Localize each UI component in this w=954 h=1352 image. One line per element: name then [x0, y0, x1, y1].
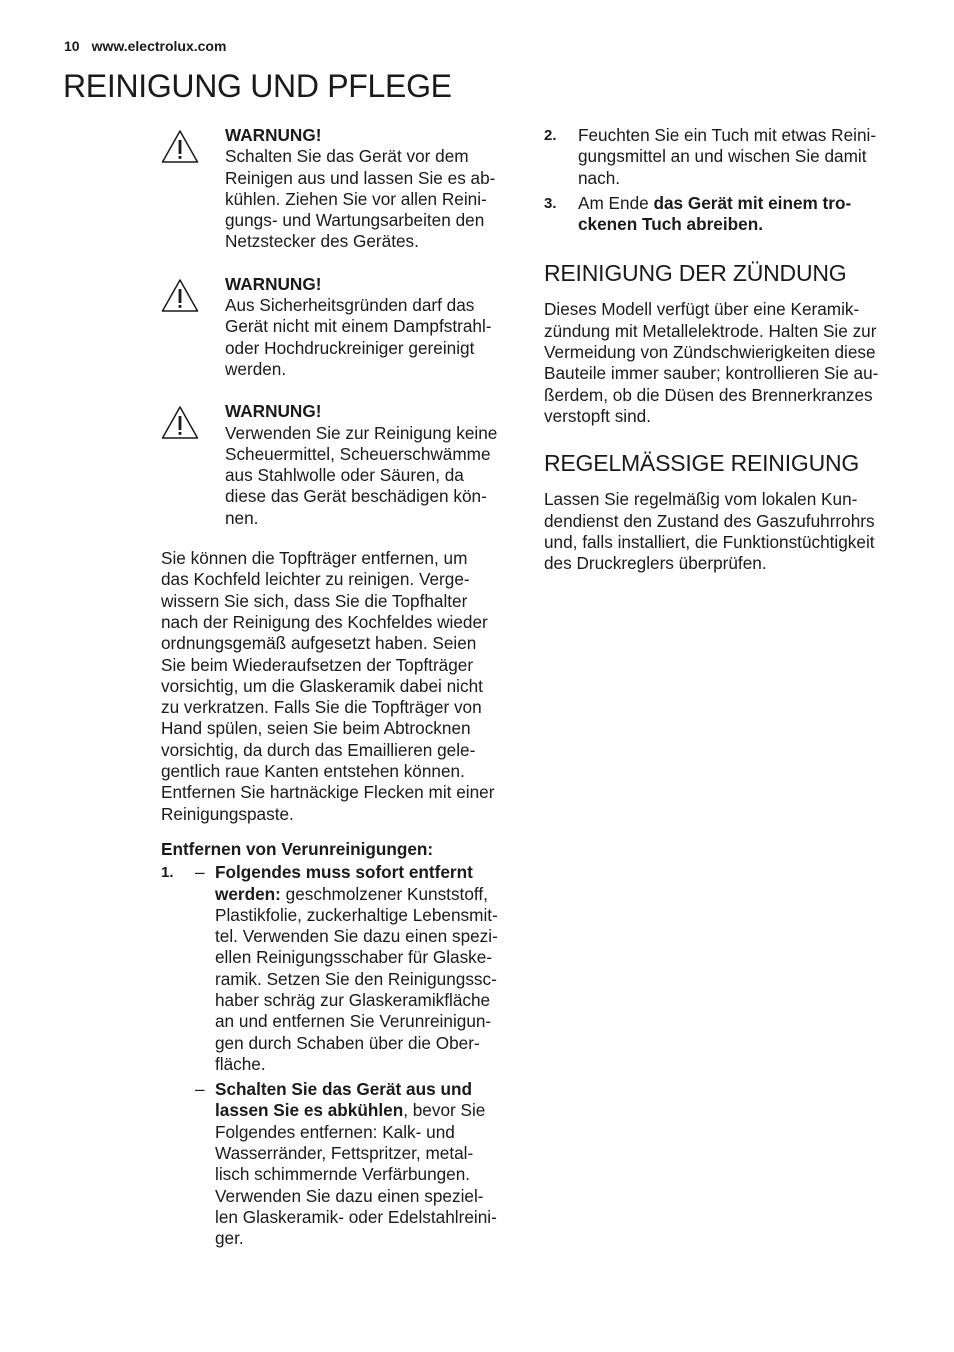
list-item: – Folgendes muss sofort entfernt werden: geschmolzener Kunststoff, Plastikfolie, zuckerhaltige Lebensmit- tel. Verwenden Sie dazu einen spezi- ellen Reinigungsschaber für Glaske- ramik. Setzen Sie den Reinigungssc- haber schräg zur Glaskeramikfläche an und entfernen Sie Verunreinigun- gen durch Schaben über die Ober- fläche.: [195, 862, 498, 1074]
section-title-ignition: REINIGUNG DER ZÜNDUNG: [544, 260, 847, 287]
warning-triangle-icon: [161, 129, 199, 164]
warning-block-1: [161, 125, 513, 253]
warning-title: WARNUNG!: [225, 273, 322, 294]
page-title: REINIGUNG UND PFLEGE: [63, 68, 452, 104]
warning-text: Verwenden Sie zur Reinigung keine Scheuermittel, Scheuerschwämme aus Stahlwolle oder Säuren, da diese das Gerät beschädigen kön- nen.: [225, 422, 498, 528]
section-title-regular: REGELMÄSSIGE REINIGUNG: [544, 450, 860, 477]
regular-paragraph: Lassen Sie regelmäßig vom lokalen Kun- dendienst den Zustand des Gaszufuhrrohrs und, falls installiert, die Funktionstüchtigkeit des Druckreglers überprüfen.: [544, 489, 875, 574]
warning-text: Aus Sicherheitsgründen darf das Gerät nicht mit einem Dampfstrahl- oder Hochdruckreiniger gereinigt werden.: [225, 295, 492, 379]
step-number: 2.: [544, 127, 557, 144]
page-number: 10: [64, 38, 80, 54]
page-header: [64, 38, 226, 54]
website-url[interactable]: www.electrolux.com: [91, 38, 227, 54]
list-item: – Schalten Sie das Gerät aus und lassen Sie es abkühlen, bevor Sie Folgendes entfernen: Kalk- und Wasserränder, Fettspritzer, metal- lisch schimmernde Verfärbungen. Verwenden Sie dazu einen speziel- len Glaskeramik- oder Edelstahlreini- ger.: [195, 1079, 497, 1249]
warning-block-2: [161, 274, 513, 380]
left-column: [161, 125, 513, 1254]
intro-paragraph: Sie können die Topfträger entfernen, um das Kochfeld leichter zu reinigen. Verge- wissern Sie sich, dass Sie die Topfhalter nach der Reinigung des Kochfeldes wieder ordnungsgemäß aufgesetzt haben. Seien Sie beim Wiederaufsetzen der Topfträger vorsichtig, um die Glaskeramik dabei nicht zu verkratzen. Falls Sie die Topfträger von Hand spülen, seien Sie beim Abtrocknen vorsichtig, da durch das Emaillieren gele- gentlich raue Kanten entstehen können. Entfernen Sie hartnäckige Flecken mit einer Reinigungspaste.: [161, 548, 495, 824]
right-column: [544, 125, 900, 579]
dash-bullet: –: [195, 1079, 205, 1100]
warning-triangle-icon: [161, 405, 199, 440]
warning-triangle-icon: [161, 278, 199, 313]
removal-heading: Entfernen von Verunreinigungen:: [161, 838, 434, 859]
step-number: 1.: [161, 864, 174, 882]
warning-text: Schalten Sie das Gerät vor dem Reinigen aus und lassen Sie es ab- kühlen. Ziehen Sie vor allen Reini- gungs- und Wartungsarbeiten den Netzstecker des Gerätes.: [225, 146, 496, 252]
step-number: 3.: [544, 194, 557, 212]
warning-title: WARNUNG!: [225, 125, 322, 145]
warning-title: WARNUNG!: [225, 401, 322, 422]
step-3: 3. Am Ende das Gerät mit einem tro- ckenen Tuch abreiben.: [544, 192, 852, 235]
dash-bullet: –: [195, 862, 205, 883]
ignition-paragraph: Dieses Modell verfügt über eine Keramik- zündung mit Metallelektrode. Halten Sie zur Vermeidung von Zündschwierigkeiten diese Bauteile immer sauber; kontrollieren Sie au- ßerdem, ob die Düsen des Brennerkranzes verstopft sind.: [544, 299, 879, 426]
warning-block-3: [161, 401, 513, 529]
step-2: 2. Feuchten Sie ein Tuch mit etwas Reini- gungsmittel an und wischen Sie damit nach.: [544, 125, 877, 188]
